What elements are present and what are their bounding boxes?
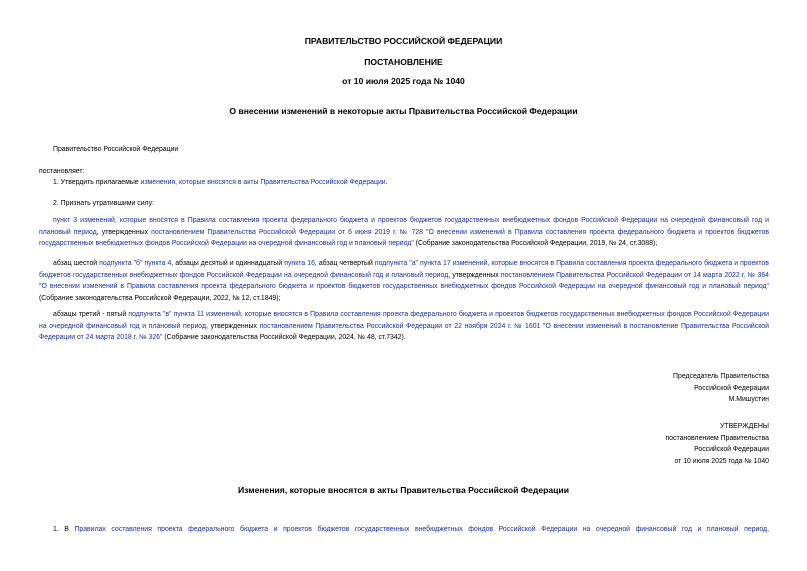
- government-heading: ПРАВИТЕЛЬСТВО РОССИЙСКОЙ ФЕДЕРАЦИИ: [304, 36, 503, 46]
- para2-text-b: , абзацы десятый и одиннадцатый: [171, 260, 285, 267]
- signature-name: М.Мишустин: [728, 396, 769, 403]
- repeal-paragraph-1: [39, 215, 769, 250]
- approval-line-3: Российской Федерации: [694, 446, 769, 453]
- approval-line-2: постановлением Правительства: [665, 434, 769, 442]
- para1-text-end: (Собрание законодательства Российской Федерации, 2019, № 24, ст.3088);: [413, 240, 658, 247]
- signature-line-1: Председатель Правительства: [673, 373, 769, 380]
- document-type: ПОСТАНОВЛЕНИЕ: [364, 57, 443, 67]
- decides-text: постановляет:: [39, 168, 85, 175]
- signature-block: [673, 371, 769, 406]
- para2-link-2[interactable]: пункта 16: [284, 260, 315, 267]
- para3-link-1[interactable]: подпункта "в" пункта 11 изменений, которые вносятся в Правила составления проекта федерального бюджета и проектов бюджетов государственных внебюджетных фондов Российской Федерации на очередной финансовый год и плановый период: [39, 311, 769, 330]
- item-2: 2. Признать утратившими силу:: [53, 200, 154, 207]
- document-title: О внесении изменений в некоторые акты Правительства Российской Федерации: [229, 106, 578, 116]
- repeal-paragraph-2: [39, 258, 769, 304]
- para2-link-4[interactable]: постановлением Правительства Российской Федерации от 14 марта 2022 г. № 364 "О внесении изменений в Правила составления проекта федерального бюджета и проектов бюджетов государственных внебюджетных фондов Российской Федерации на очередной финансовый год и плановый период": [39, 271, 769, 290]
- para2-text-a: абзац шестой: [53, 260, 100, 267]
- para2-text-d: , утвержденных: [448, 271, 501, 279]
- item-1-prefix: 1. Утвердить прилагаемые: [53, 179, 141, 186]
- document-date: от 10 июля 2025 года № 1040: [342, 76, 465, 86]
- signature-line-2: Российской Федерации: [694, 384, 769, 392]
- para2-link-1[interactable]: подпункта "б" пункта 4: [99, 260, 172, 267]
- approval-block: [666, 421, 770, 467]
- changes-title: Изменения, которые вносятся в акты Правительства Российской Федерации: [237, 485, 569, 495]
- para3-text-b: , утвержденных: [206, 322, 260, 330]
- repeal-paragraph-3: [39, 309, 769, 344]
- changes-link[interactable]: изменения, которые вносятся в акты Правительства Российской Федерации: [140, 179, 386, 186]
- para2-text-e: (Собрание законодательства Российской Федерации, 2022, № 12, ст.1849);: [39, 294, 281, 302]
- changes-item-1: [39, 524, 769, 536]
- approval-line-4: от 10 июля 2025 года № 1040: [674, 457, 769, 465]
- para2-text-c: , абзац четвертый: [314, 260, 375, 267]
- para2-link-3[interactable]: подпункта "а" пункта 17 изменений, которые вносятся в Правила составления проекта федерального бюджета и проектов бюджетов государственных внебюджетных фондов Российской Федерации на очередной финансовый год и плановый период: [39, 260, 769, 279]
- para3-text-a: абзацы третий - пятый: [53, 311, 129, 318]
- para1-text-mid: , утвержденных: [96, 228, 152, 236]
- approval-line-1: УТВЕРЖДЕНЫ: [720, 423, 769, 430]
- intro-text: Правительство Российской Федерации: [53, 146, 179, 153]
- changes-item-1-prefix: 1. В: [53, 526, 75, 533]
- para1-link-1[interactable]: пункт 3 изменений, которые вносятся в Правила составления проекта федерального бюджета и проектов бюджетов государственных внебюджетных фондов Российской Федерации на очередной финансовый год и плановый период: [39, 217, 769, 236]
- para3-link-2[interactable]: постановлением Правительства Российской Федерации от 22 ноября 2024 г. № 1601 "О внесении изменений в постановление Правительства Российской Федерации от 24 марта 2018 г. № 326": [39, 322, 769, 341]
- para1-link-2[interactable]: постановлением Правительства Российской Федерации от 6 июня 2019 г. № 728 "О внесении изменений в Правила составления проекта федерального бюджета и проектов бюджетов государственных внебюджетных фондов Российской Федерации на очередной финансовый год и плановый период": [39, 228, 769, 247]
- item-1: [53, 177, 388, 189]
- para3-text-c: (Собрание законодательства Российской Федерации, 2024, № 48, ст.7342).: [162, 334, 406, 341]
- rules-link[interactable]: Правилах составления проекта федерального бюджета и проектов бюджетов государственных внебюджетных фондов Российской Федерации на очередной финансовый год и плановый период,: [74, 526, 769, 533]
- item-1-suffix: .: [385, 179, 388, 186]
